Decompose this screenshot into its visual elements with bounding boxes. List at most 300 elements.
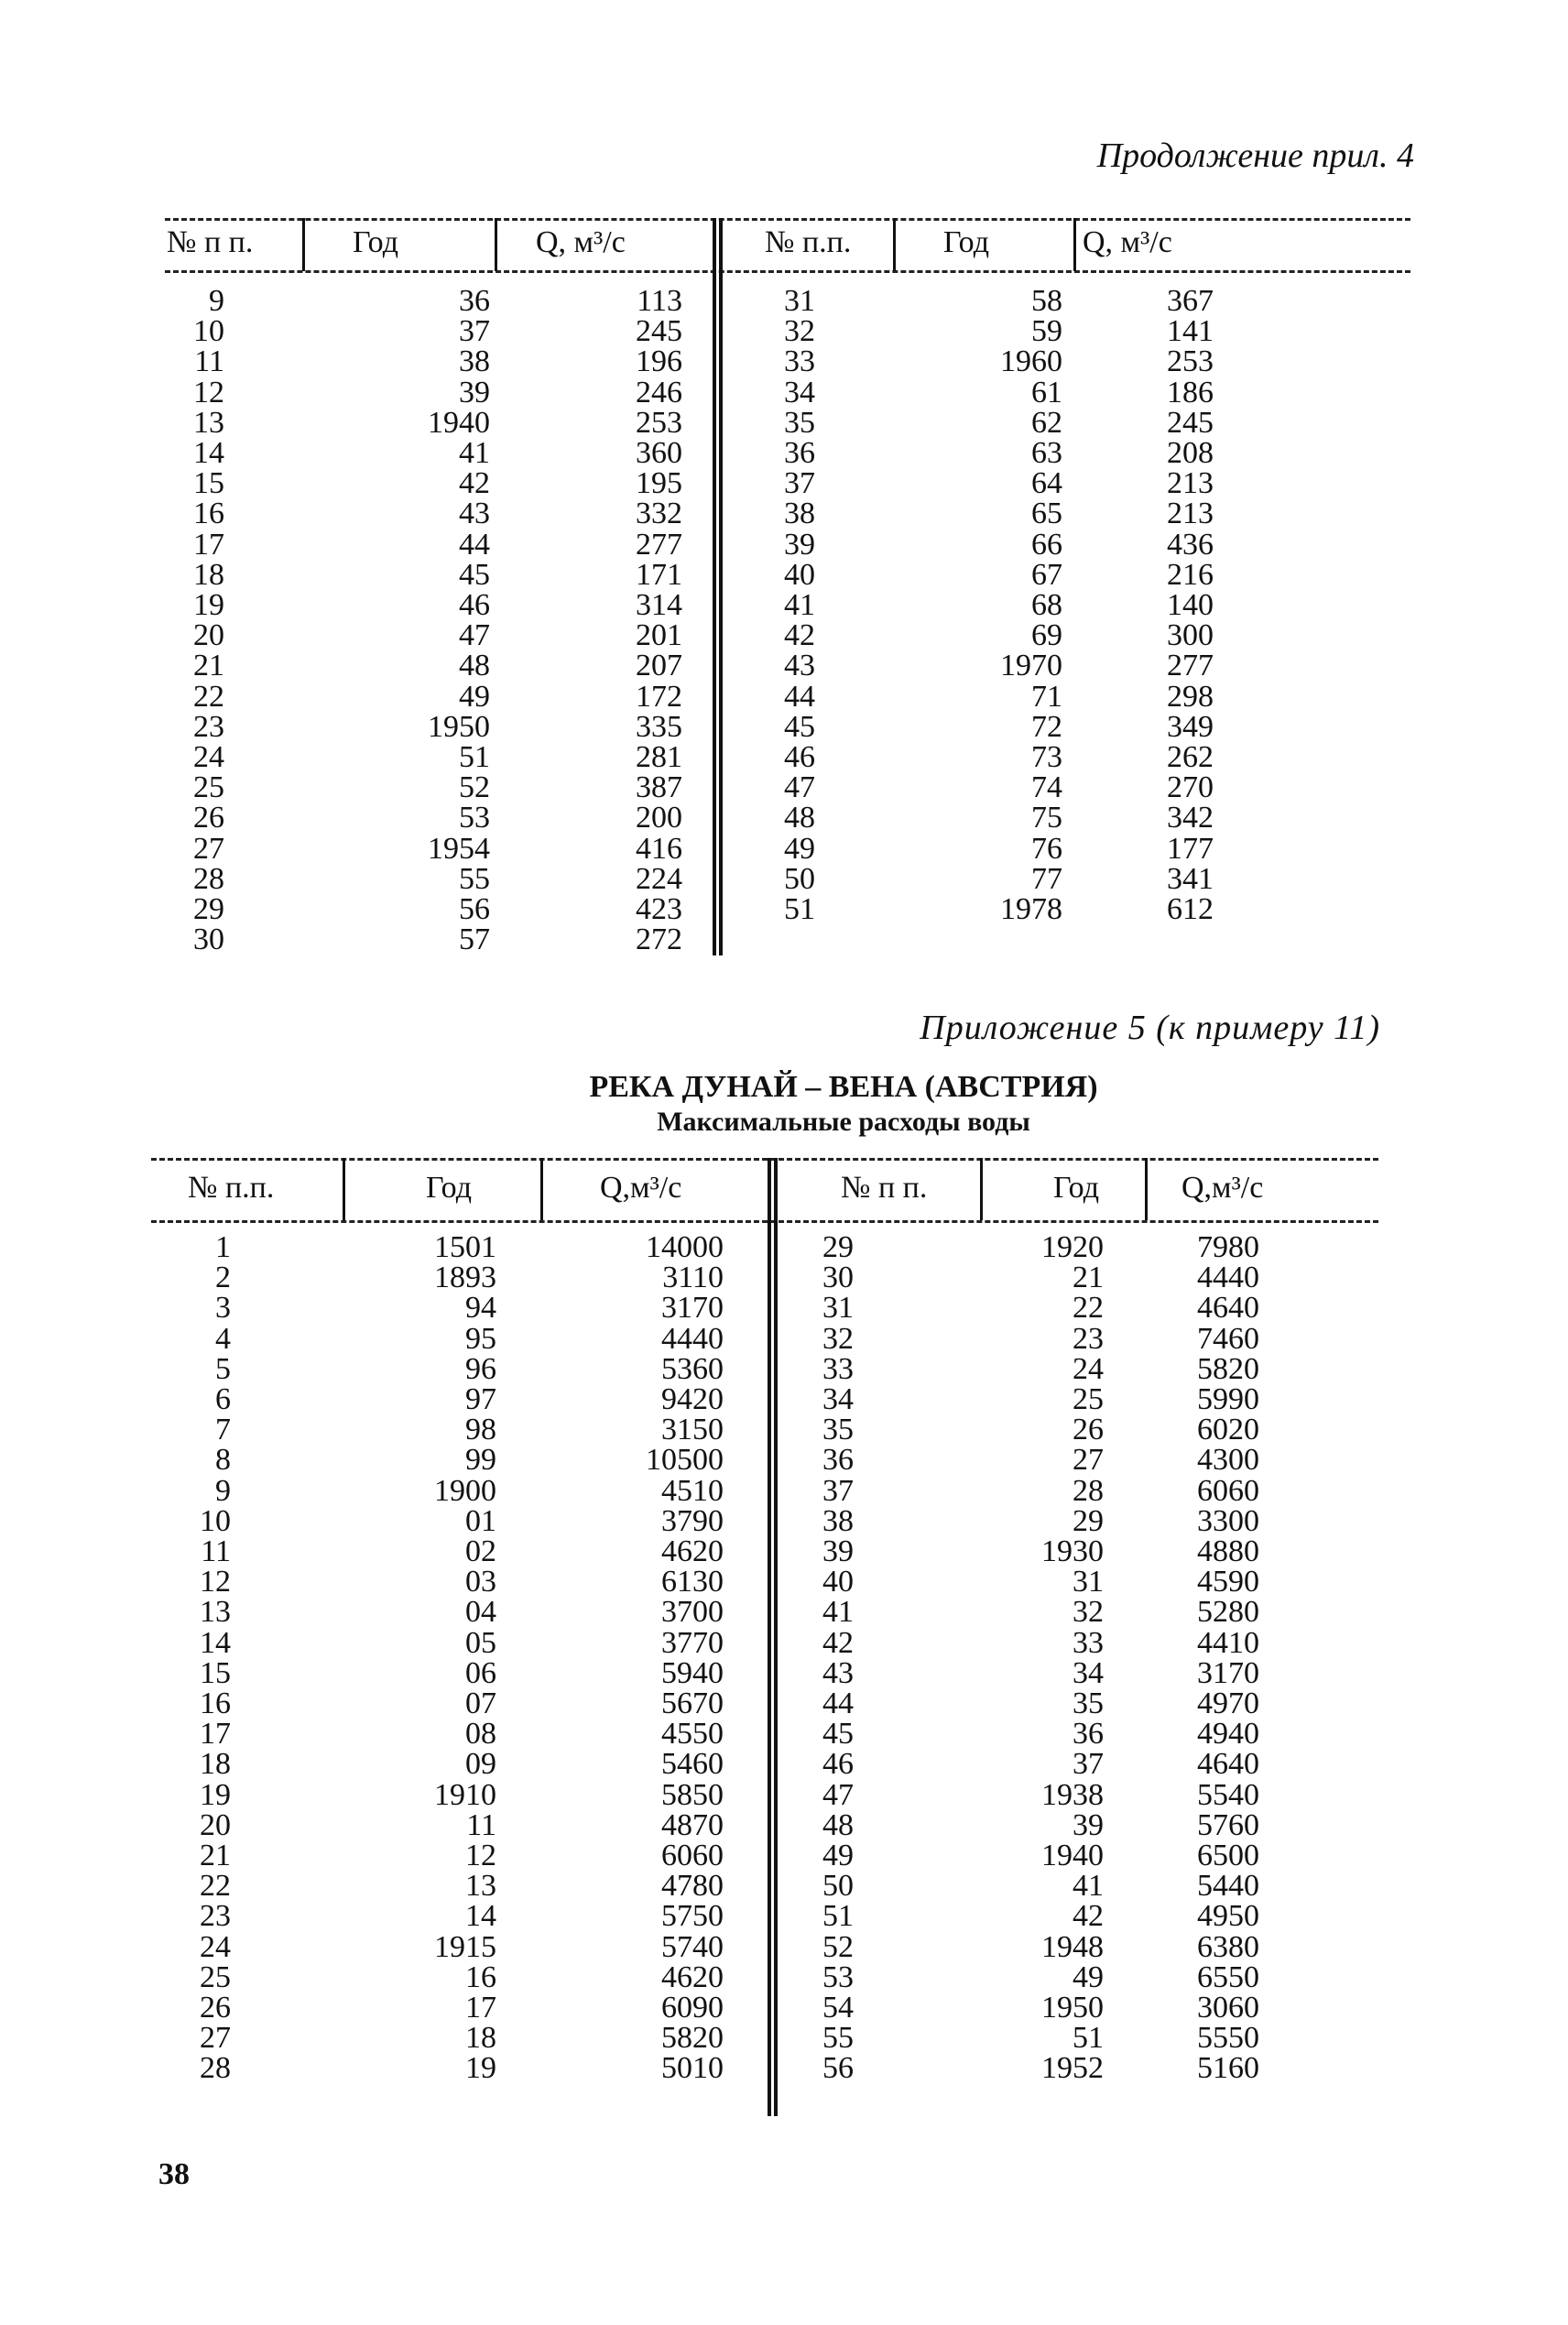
table-cell: 03 <box>465 1565 496 1599</box>
table-cell: 1 <box>215 1230 231 1264</box>
table-cell: 52 <box>822 1929 854 1964</box>
table-cell: 270 <box>1167 770 1214 805</box>
table-cell: 4620 <box>661 1959 724 1994</box>
table-cell: 34 <box>822 1382 854 1417</box>
table-cell: 6090 <box>661 1991 724 2025</box>
header-divider <box>1145 1158 1148 1220</box>
table-cell: 39 <box>784 527 815 562</box>
table-cell: 15 <box>193 466 224 501</box>
column-q-left <box>604 1232 724 2084</box>
table-cell: 4510 <box>661 1473 724 1508</box>
column-year-right <box>989 1232 1104 2084</box>
table-cell: 6060 <box>1197 1473 1259 1508</box>
table-cell: 196 <box>636 344 682 379</box>
table-cell: 21 <box>193 649 224 683</box>
table-cell: 53 <box>822 1959 854 1994</box>
table-cell: 48 <box>784 801 815 835</box>
table-cell: 30 <box>822 1261 854 1295</box>
table-cell: 11 <box>201 1534 231 1569</box>
appendix5-title: Приложение 5 (к примеру 11) <box>920 1009 1380 1047</box>
table-cell: 1501 <box>434 1230 496 1264</box>
table-cell: 96 <box>465 1351 496 1386</box>
table-cell: 4620 <box>661 1534 724 1569</box>
table-cell: 4880 <box>1197 1534 1259 1569</box>
table-cell: 5940 <box>661 1655 724 1690</box>
header-num-right: № п п. <box>841 1171 928 1205</box>
table-cell: 5 <box>215 1351 231 1386</box>
table-cell: 51 <box>1073 2021 1104 2056</box>
table-cell: 6500 <box>1197 1839 1259 1873</box>
table-cell: 1940 <box>1041 1839 1104 1873</box>
table-cell: 36 <box>459 284 490 318</box>
column-num-right <box>797 1232 854 2084</box>
table-cell: 245 <box>636 314 682 349</box>
table-cell: 4940 <box>1197 1717 1259 1752</box>
table-cell: 207 <box>636 649 682 683</box>
table-double-divider <box>768 1158 778 2116</box>
table-top-rule <box>151 1158 1378 1161</box>
table-cell: 37 <box>459 314 490 349</box>
table-cell: 07 <box>465 1686 496 1721</box>
table-cell: 63 <box>1031 436 1062 471</box>
table-cell: 58 <box>1031 284 1062 318</box>
table-cell: 45 <box>459 557 490 592</box>
table-cell: 5160 <box>1197 2051 1259 2086</box>
table-cell: 55 <box>822 2021 854 2056</box>
table-cell: 94 <box>465 1291 496 1326</box>
table-cell: 97 <box>465 1382 496 1417</box>
table-cell: 76 <box>1031 831 1062 866</box>
table-cell: 7980 <box>1197 1230 1259 1264</box>
table-cell: 224 <box>636 861 682 896</box>
table-cell: 213 <box>1167 466 1214 501</box>
table-cell: 5750 <box>661 1899 724 1934</box>
table-cell: 24 <box>193 740 224 775</box>
table-cell: 208 <box>1167 436 1214 471</box>
table-cell: 3300 <box>1197 1503 1259 1538</box>
table-cell: 40 <box>784 557 815 592</box>
column-q-left <box>568 286 682 955</box>
table-cell: 17 <box>465 1991 496 2025</box>
table-cell: 1893 <box>434 1261 496 1295</box>
table-cell: 46 <box>784 740 815 775</box>
table-cell: 5850 <box>661 1777 724 1812</box>
table-cell: 18 <box>193 557 224 592</box>
header-year-left: Год <box>426 1171 472 1205</box>
table-cell: 95 <box>465 1321 496 1356</box>
table-cell: 64 <box>1031 466 1062 501</box>
table-cell: 17 <box>200 1717 231 1752</box>
table-cell: 3110 <box>662 1261 724 1295</box>
table-cell: 1940 <box>428 405 490 440</box>
table-header-rule <box>165 270 1410 273</box>
table-cell: 5740 <box>661 1929 724 1964</box>
table-cell: 44 <box>784 679 815 714</box>
table-cell: 4950 <box>1197 1899 1259 1934</box>
table-cell: 62 <box>1031 405 1062 440</box>
table-cell: 141 <box>1167 314 1214 349</box>
table-cell: 41 <box>784 588 815 623</box>
table-header-rule <box>151 1220 1378 1223</box>
table-cell: 25 <box>200 1959 231 1994</box>
table-cell: 13 <box>200 1595 231 1630</box>
table-cell: 416 <box>636 831 682 866</box>
table-cell: 5670 <box>661 1686 724 1721</box>
table-cell: 277 <box>636 527 682 562</box>
table-cell: 1960 <box>1000 344 1062 379</box>
table-cell: 4550 <box>661 1717 724 1752</box>
table-cell: 13 <box>465 1869 496 1904</box>
table-cell: 46 <box>459 588 490 623</box>
table-cell: 24 <box>200 1929 231 1964</box>
table-cell: 4440 <box>1197 1261 1259 1295</box>
table-cell: 34 <box>784 375 815 409</box>
table-cell: 67 <box>1031 557 1062 592</box>
table-cell: 5460 <box>661 1747 724 1782</box>
table-cell: 9420 <box>661 1382 724 1417</box>
table-cell: 200 <box>636 801 682 835</box>
table-cell: 42 <box>784 618 815 653</box>
table-cell: 23 <box>193 709 224 744</box>
river-subtitle: Максимальные расходы воды <box>657 1107 1030 1137</box>
table-cell: 6130 <box>661 1565 724 1599</box>
table-cell: 35 <box>822 1413 854 1447</box>
table-cell: 29 <box>1073 1503 1104 1538</box>
table-cell: 7 <box>215 1413 231 1447</box>
table-cell: 52 <box>459 770 490 805</box>
table-cell: 298 <box>1167 679 1214 714</box>
table-cell: 65 <box>1031 497 1062 531</box>
table-cell: 46 <box>822 1747 854 1782</box>
table-cell: 3170 <box>661 1291 724 1326</box>
river-title: РЕКА ДУНАЙ – ВЕНА (АВСТРИЯ) <box>589 1070 1098 1104</box>
table-cell: 612 <box>1167 892 1214 927</box>
table-cell: 39 <box>459 375 490 409</box>
table-cell: 38 <box>459 344 490 379</box>
table-cell: 5820 <box>1197 1351 1259 1386</box>
table-cell: 20 <box>200 1807 231 1842</box>
table-cell: 335 <box>636 709 682 744</box>
table-cell: 1900 <box>434 1473 496 1508</box>
table-cell: 14 <box>193 436 224 471</box>
header-divider <box>343 1158 345 1220</box>
table-cell: 37 <box>822 1473 854 1508</box>
header-divider <box>980 1158 983 1220</box>
table-cell: 35 <box>784 405 815 440</box>
table-cell: 49 <box>1073 1959 1104 1994</box>
table-cell: 98 <box>465 1413 496 1447</box>
header-num-left: № п п. <box>167 225 254 259</box>
table-cell: 19 <box>465 2051 496 2086</box>
table-cell: 367 <box>1167 284 1214 318</box>
table-cell: 56 <box>822 2051 854 2086</box>
table-cell: 32 <box>1073 1595 1104 1630</box>
header-year-right: Год <box>943 225 989 259</box>
table-cell: 201 <box>636 618 682 653</box>
table-cell: 28 <box>1073 1473 1104 1508</box>
table-cell: 49 <box>822 1839 854 1873</box>
table-cell: 11 <box>194 344 224 379</box>
continuation-title: Продолжение прил. 4 <box>1096 136 1414 175</box>
table-cell: 41 <box>822 1595 854 1630</box>
table-cell: 1978 <box>1000 892 1062 927</box>
table-cell: 12 <box>465 1839 496 1873</box>
table-cell: 53 <box>459 801 490 835</box>
header-year-right: Год <box>1053 1171 1099 1205</box>
table-cell: 16 <box>465 1959 496 1994</box>
table-cell: 171 <box>636 557 682 592</box>
table-cell: 25 <box>1073 1382 1104 1417</box>
table-cell: 29 <box>822 1230 854 1264</box>
table-cell: 31 <box>822 1291 854 1326</box>
table-cell: 213 <box>1167 497 1214 531</box>
header-num-left: № п.п. <box>188 1171 275 1205</box>
table-cell: 5440 <box>1197 1869 1259 1904</box>
table-cell: 32 <box>822 1321 854 1356</box>
table-double-divider <box>713 218 723 955</box>
table-cell: 27 <box>200 2021 231 2056</box>
header-divider <box>495 218 497 271</box>
table-cell: 5360 <box>661 1351 724 1386</box>
table-cell: 32 <box>784 314 815 349</box>
table-cell: 186 <box>1167 375 1214 409</box>
table-cell: 50 <box>784 861 815 896</box>
table-cell: 08 <box>465 1717 496 1752</box>
table-cell: 24 <box>1073 1351 1104 1386</box>
table-cell: 9 <box>215 1473 231 1508</box>
table-cell: 41 <box>459 436 490 471</box>
column-year-left <box>366 286 490 955</box>
table-cell: 300 <box>1167 618 1214 653</box>
table-cell: 43 <box>459 497 490 531</box>
table-cell: 1950 <box>428 709 490 744</box>
table-cell: 73 <box>1031 740 1062 775</box>
table-cell: 77 <box>1031 861 1062 896</box>
header-q-right: Q, м³/с <box>1083 225 1172 259</box>
table-cell: 23 <box>200 1899 231 1934</box>
column-num-right <box>751 284 815 927</box>
table-cell: 42 <box>1073 1899 1104 1934</box>
header-divider <box>1073 218 1076 271</box>
table-cell: 113 <box>637 284 682 318</box>
table-cell: 3700 <box>661 1595 724 1630</box>
header-divider <box>302 218 305 271</box>
table-cell: 43 <box>784 649 815 683</box>
table-cell: 5550 <box>1197 2021 1259 2056</box>
table-cell: 45 <box>784 709 815 744</box>
table-cell: 12 <box>200 1565 231 1599</box>
table-cell: 387 <box>636 770 682 805</box>
table-cell: 1948 <box>1041 1929 1104 1964</box>
table-cell: 31 <box>784 284 815 318</box>
table-cell: 3790 <box>661 1503 724 1538</box>
table-cell: 177 <box>1167 831 1214 866</box>
table-cell: 5540 <box>1197 1777 1259 1812</box>
table-cell: 06 <box>465 1655 496 1690</box>
table-cell: 48 <box>459 649 490 683</box>
header-divider <box>540 1158 543 1220</box>
header-q-right: Q,м³/с <box>1181 1171 1264 1205</box>
table-cell: 349 <box>1167 709 1214 744</box>
table-cell: 29 <box>193 892 224 927</box>
table-cell: 51 <box>784 892 815 927</box>
table-cell: 2 <box>215 1261 231 1295</box>
table-cell: 4 <box>215 1321 231 1356</box>
table-cell: 30 <box>193 922 224 957</box>
table-cell: 54 <box>822 1991 854 2025</box>
table-cell: 22 <box>200 1869 231 1904</box>
table-cell: 1920 <box>1041 1230 1104 1264</box>
table-cell: 5820 <box>661 2021 724 2056</box>
table-cell: 66 <box>1031 527 1062 562</box>
table-cell: 22 <box>1073 1291 1104 1326</box>
table-cell: 49 <box>784 831 815 866</box>
column-num-left <box>165 1232 231 2084</box>
table-cell: 27 <box>1073 1443 1104 1478</box>
table-cell: 71 <box>1031 679 1062 714</box>
table-cell: 05 <box>465 1625 496 1660</box>
table-cell: 16 <box>193 497 224 531</box>
table-cell: 37 <box>1073 1747 1104 1782</box>
table-cell: 1915 <box>434 1929 496 1964</box>
table-cell: 35 <box>1073 1686 1104 1721</box>
table-cell: 37 <box>784 466 815 501</box>
table-cell: 36 <box>784 436 815 471</box>
header-num-right: № п.п. <box>765 225 852 259</box>
table-cell: 49 <box>459 679 490 714</box>
table-cell: 31 <box>1073 1565 1104 1599</box>
table-cell: 272 <box>636 922 682 957</box>
table-cell: 3150 <box>661 1413 724 1447</box>
table-cell: 27 <box>193 831 224 866</box>
table-cell: 12 <box>193 375 224 409</box>
table-cell: 38 <box>822 1503 854 1538</box>
table-cell: 4780 <box>661 1869 724 1904</box>
table-cell: 44 <box>459 527 490 562</box>
table-cell: 262 <box>1167 740 1214 775</box>
table-cell: 47 <box>459 618 490 653</box>
table-cell: 4970 <box>1197 1686 1259 1721</box>
table-cell: 36 <box>1073 1717 1104 1752</box>
header-q-left: Q, м³/с <box>536 225 626 259</box>
table-cell: 314 <box>636 588 682 623</box>
table-cell: 72 <box>1031 709 1062 744</box>
table-cell: 4640 <box>1197 1291 1259 1326</box>
table-cell: 6 <box>215 1382 231 1417</box>
table-cell: 42 <box>459 466 490 501</box>
table-cell: 253 <box>636 405 682 440</box>
table-cell: 277 <box>1167 649 1214 683</box>
table-cell: 5990 <box>1197 1382 1259 1417</box>
table-cell: 4410 <box>1197 1625 1259 1660</box>
table-cell: 45 <box>822 1717 854 1752</box>
table-cell: 18 <box>465 2021 496 2056</box>
table-cell: 1910 <box>434 1777 496 1812</box>
table-cell: 51 <box>459 740 490 775</box>
table-cell: 26 <box>193 801 224 835</box>
table-cell: 13 <box>193 405 224 440</box>
table-cell: 436 <box>1167 527 1214 562</box>
table-cell: 26 <box>1073 1413 1104 1447</box>
table-cell: 33 <box>1073 1625 1104 1660</box>
table-cell: 42 <box>822 1625 854 1660</box>
table-cell: 44 <box>822 1686 854 1721</box>
table-cell: 3170 <box>1197 1655 1259 1690</box>
table-cell: 4590 <box>1197 1565 1259 1599</box>
table-cell: 04 <box>465 1595 496 1630</box>
table-cell: 69 <box>1031 618 1062 653</box>
table-cell: 26 <box>200 1991 231 2025</box>
table-cell: 10 <box>200 1503 231 1538</box>
table-cell: 18 <box>200 1747 231 1782</box>
table-cell: 332 <box>636 497 682 531</box>
table-cell: 59 <box>1031 314 1062 349</box>
table-cell: 6380 <box>1197 1929 1259 1964</box>
table-cell: 360 <box>636 436 682 471</box>
table-cell: 33 <box>822 1351 854 1386</box>
table-cell: 09 <box>465 1747 496 1782</box>
table-cell: 28 <box>200 2051 231 2086</box>
table-cell: 15 <box>200 1655 231 1690</box>
table-cell: 25 <box>193 770 224 805</box>
table-cell: 99 <box>465 1443 496 1478</box>
table-cell: 1930 <box>1041 1534 1104 1569</box>
table-cell: 342 <box>1167 801 1214 835</box>
table-cell: 11 <box>466 1807 496 1842</box>
table-cell: 38 <box>784 497 815 531</box>
table-cell: 1950 <box>1041 1991 1104 2025</box>
table-cell: 02 <box>465 1534 496 1569</box>
table-cell: 14000 <box>646 1230 724 1264</box>
table-cell: 4300 <box>1197 1443 1259 1478</box>
column-year-right <box>934 284 1062 927</box>
table-cell: 17 <box>193 527 224 562</box>
table-cell: 3770 <box>661 1625 724 1660</box>
table-cell: 14 <box>465 1899 496 1934</box>
page-number: 38 <box>158 2157 190 2191</box>
table-cell: 245 <box>1167 405 1214 440</box>
table-cell: 50 <box>822 1869 854 1904</box>
table-cell: 5010 <box>661 2051 724 2086</box>
table-cell: 39 <box>822 1534 854 1569</box>
header-year-left: Год <box>353 225 398 259</box>
table-top-rule <box>165 218 1410 221</box>
table-cell: 28 <box>193 861 224 896</box>
table-cell: 246 <box>636 375 682 409</box>
table-cell: 7460 <box>1197 1321 1259 1356</box>
column-num-left <box>165 286 224 955</box>
table-cell: 48 <box>822 1807 854 1842</box>
table-cell: 423 <box>636 892 682 927</box>
table-cell: 1954 <box>428 831 490 866</box>
table-cell: 10500 <box>646 1443 724 1478</box>
table-cell: 1952 <box>1041 2051 1104 2086</box>
table-cell: 16 <box>200 1686 231 1721</box>
table-cell: 33 <box>784 344 815 379</box>
table-cell: 57 <box>459 922 490 957</box>
table-cell: 39 <box>1073 1807 1104 1842</box>
table-cell: 20 <box>193 618 224 653</box>
table-cell: 3 <box>215 1291 231 1326</box>
table-cell: 6020 <box>1197 1413 1259 1447</box>
table-cell: 40 <box>822 1565 854 1599</box>
table-cell: 3060 <box>1197 1991 1259 2025</box>
table-cell: 74 <box>1031 770 1062 805</box>
table-cell: 41 <box>1073 1869 1104 1904</box>
table-cell: 216 <box>1167 557 1214 592</box>
table-cell: 1938 <box>1041 1777 1104 1812</box>
header-divider <box>893 218 896 271</box>
